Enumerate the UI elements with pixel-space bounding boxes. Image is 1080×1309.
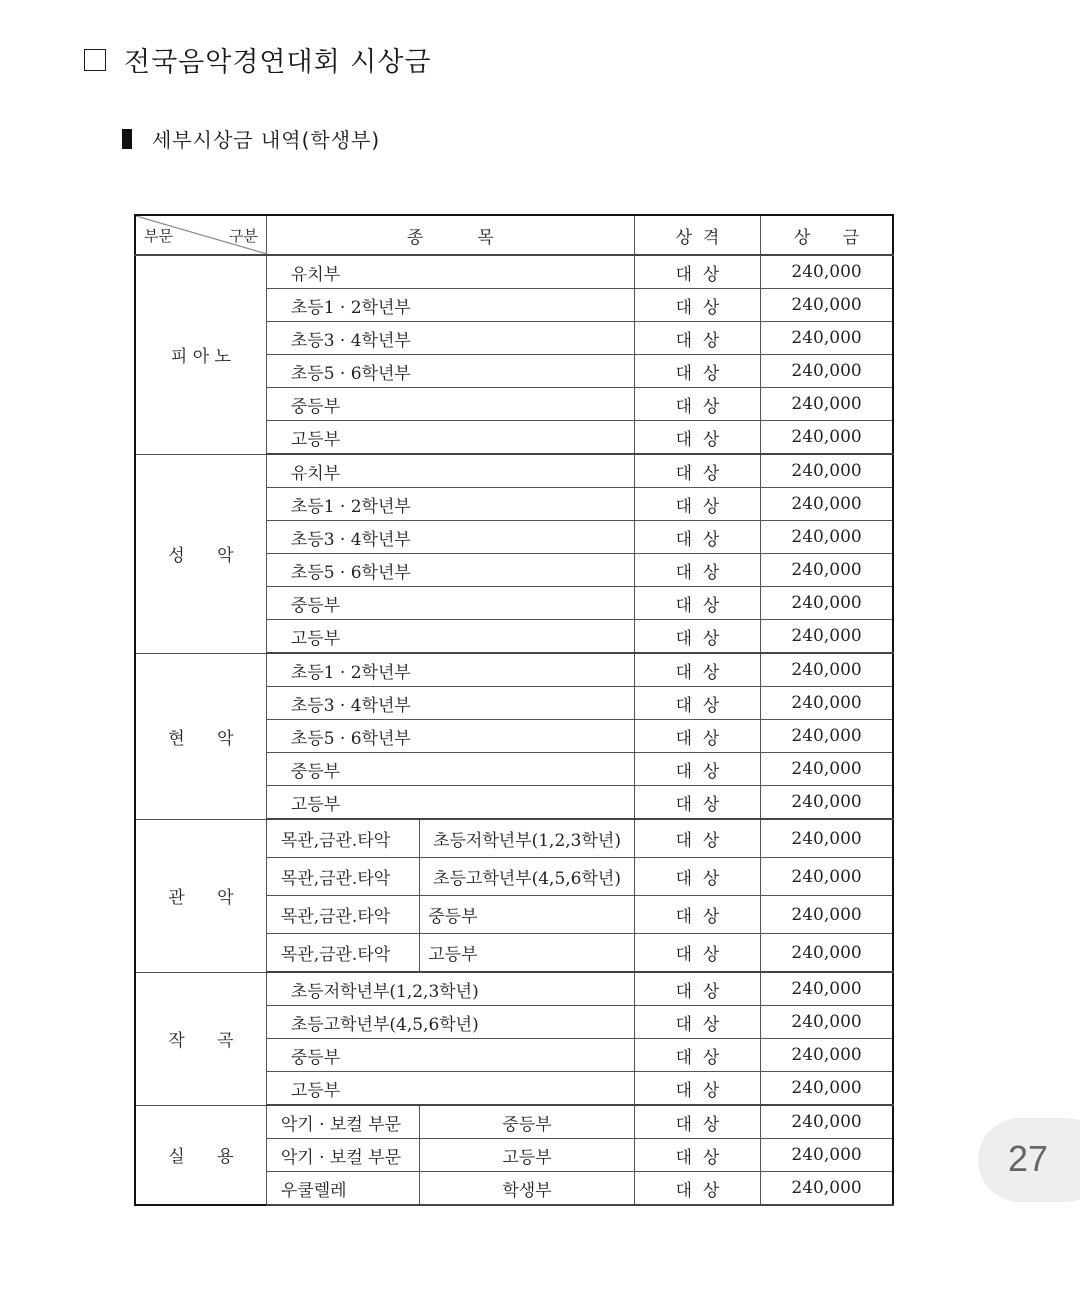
item-cell: 초등1 · 2학년부 [266,653,634,687]
item-cell: 중등부 [266,753,634,786]
amount-cell: 240,000 [761,972,893,1006]
table-row [135,454,893,488]
grade-cell: 대 상 [634,554,760,587]
amount-cell: 240,000 [761,786,893,820]
table-body [135,255,893,1205]
amount-cell: 240,000 [761,1139,893,1172]
amount-cell: 240,000 [761,687,893,720]
grade-cell: 대 상 [634,720,760,753]
amount-cell: 240,000 [761,819,893,858]
header-amount: 상 금 [761,215,893,255]
amount-cell: 240,000 [761,858,893,896]
item-cell: 중등부 [266,388,634,421]
category-cell: 실 용 [135,1105,266,1205]
grade-cell: 대 상 [634,454,760,488]
grade-cell: 대 상 [634,521,760,554]
grade-cell: 대 상 [634,934,760,973]
table-row [135,972,893,1006]
instrument-cell: 악기 · 보컬 부문 [266,1105,419,1139]
division-cell: 중등부 [420,1105,635,1139]
division-cell: 고등부 [420,934,635,973]
amount-cell: 240,000 [761,1072,893,1106]
item-cell: 중등부 [266,587,634,620]
grade-cell: 대 상 [634,653,760,687]
amount-cell: 240,000 [761,1039,893,1072]
category-cell: 피 아 노 [135,255,266,454]
item-cell: 초등3 · 4학년부 [266,687,634,720]
category-cell: 현 악 [135,653,266,819]
item-cell: 초등1 · 2학년부 [266,488,634,521]
grade-cell: 대 상 [634,355,760,388]
grade-cell: 대 상 [634,255,760,289]
category-cell: 관 악 [135,819,266,972]
header-corner-cell [135,215,266,255]
instrument-cell: 악기 · 보컬 부문 [266,1139,419,1172]
item-cell: 초등3 · 4학년부 [266,521,634,554]
grade-cell: 대 상 [634,786,760,820]
division-cell: 학생부 [420,1172,635,1206]
item-cell: 고등부 [266,1072,634,1106]
item-cell: 고등부 [266,786,634,820]
amount-cell: 240,000 [761,896,893,934]
amount-cell: 240,000 [761,454,893,488]
amount-cell: 240,000 [761,355,893,388]
item-cell: 초등5 · 6학년부 [266,554,634,587]
division-cell: 중등부 [420,896,635,934]
prize-table [134,214,894,1206]
instrument-cell: 목관,금관.타악 [266,896,419,934]
grade-cell: 대 상 [634,1139,760,1172]
header-corner-left: 부문 [144,227,173,245]
grade-cell: 대 상 [634,1006,760,1039]
grade-cell: 대 상 [634,896,760,934]
amount-cell: 240,000 [761,753,893,786]
amount-cell: 240,000 [761,322,893,355]
item-cell: 유치부 [266,255,634,289]
instrument-cell: 목관,금관.타악 [266,858,419,896]
item-cell: 초등5 · 6학년부 [266,720,634,753]
grade-cell: 대 상 [634,289,760,322]
item-cell: 고등부 [266,620,634,654]
item-cell: 초등고학년부(4,5,6학년) [266,1006,634,1039]
page-number: 27 [1008,1138,1049,1179]
grade-cell: 대 상 [634,1039,760,1072]
grade-cell: 대 상 [634,421,760,455]
item-cell: 초등5 · 6학년부 [266,355,634,388]
grade-cell: 대 상 [634,753,760,786]
amount-cell: 240,000 [761,255,893,289]
item-cell: 중등부 [266,1039,634,1072]
instrument-cell: 목관,금관.타악 [266,819,419,858]
item-cell: 초등저학년부(1,2,3학년) [266,972,634,1006]
amount-cell: 240,000 [761,1006,893,1039]
table-row [135,255,893,289]
table-header-row [135,215,893,255]
amount-cell: 240,000 [761,934,893,973]
division-cell: 초등고학년부(4,5,6학년) [420,858,635,896]
amount-cell: 240,000 [761,554,893,587]
header-corner-right: 구분 [228,227,258,245]
grade-cell: 대 상 [634,972,760,1006]
header-item: 종 목 [266,215,634,255]
page-title [84,40,431,79]
page-title-text: 전국음악경연대회 시상금 [124,47,432,78]
grade-cell: 대 상 [634,687,760,720]
grade-cell: 대 상 [634,858,760,896]
header-grade: 상 격 [634,215,760,255]
page-number-badge [978,1118,1080,1202]
item-cell: 고등부 [266,421,634,455]
amount-cell: 240,000 [761,587,893,620]
amount-cell: 240,000 [761,388,893,421]
amount-cell: 240,000 [761,1172,893,1206]
table-row [135,819,893,858]
checkbox-square-icon [84,49,106,71]
grade-cell: 대 상 [634,388,760,421]
instrument-cell: 목관,금관.타악 [266,934,419,973]
category-cell: 성 악 [135,454,266,653]
table-row [135,1105,893,1139]
division-cell: 고등부 [420,1139,635,1172]
section-subtitle [122,124,380,153]
amount-cell: 240,000 [761,620,893,654]
instrument-cell: 우쿨렐레 [266,1172,419,1206]
amount-cell: 240,000 [761,521,893,554]
grade-cell: 대 상 [634,587,760,620]
category-cell: 작 곡 [135,972,266,1105]
grade-cell: 대 상 [634,1072,760,1106]
grade-cell: 대 상 [634,620,760,654]
grade-cell: 대 상 [634,322,760,355]
item-cell: 유치부 [266,454,634,488]
amount-cell: 240,000 [761,653,893,687]
division-cell: 초등저학년부(1,2,3학년) [420,819,635,858]
grade-cell: 대 상 [634,1105,760,1139]
item-cell: 초등3 · 4학년부 [266,322,634,355]
grade-cell: 대 상 [634,819,760,858]
amount-cell: 240,000 [761,488,893,521]
table-row [135,653,893,687]
amount-cell: 240,000 [761,289,893,322]
amount-cell: 240,000 [761,1105,893,1139]
section-subtitle-text: 세부시상금 내역(학생부) [152,128,381,152]
amount-cell: 240,000 [761,720,893,753]
amount-cell: 240,000 [761,421,893,455]
grade-cell: 대 상 [634,488,760,521]
bullet-bar-icon [122,129,132,149]
grade-cell: 대 상 [634,1172,760,1206]
item-cell: 초등1 · 2학년부 [266,289,634,322]
